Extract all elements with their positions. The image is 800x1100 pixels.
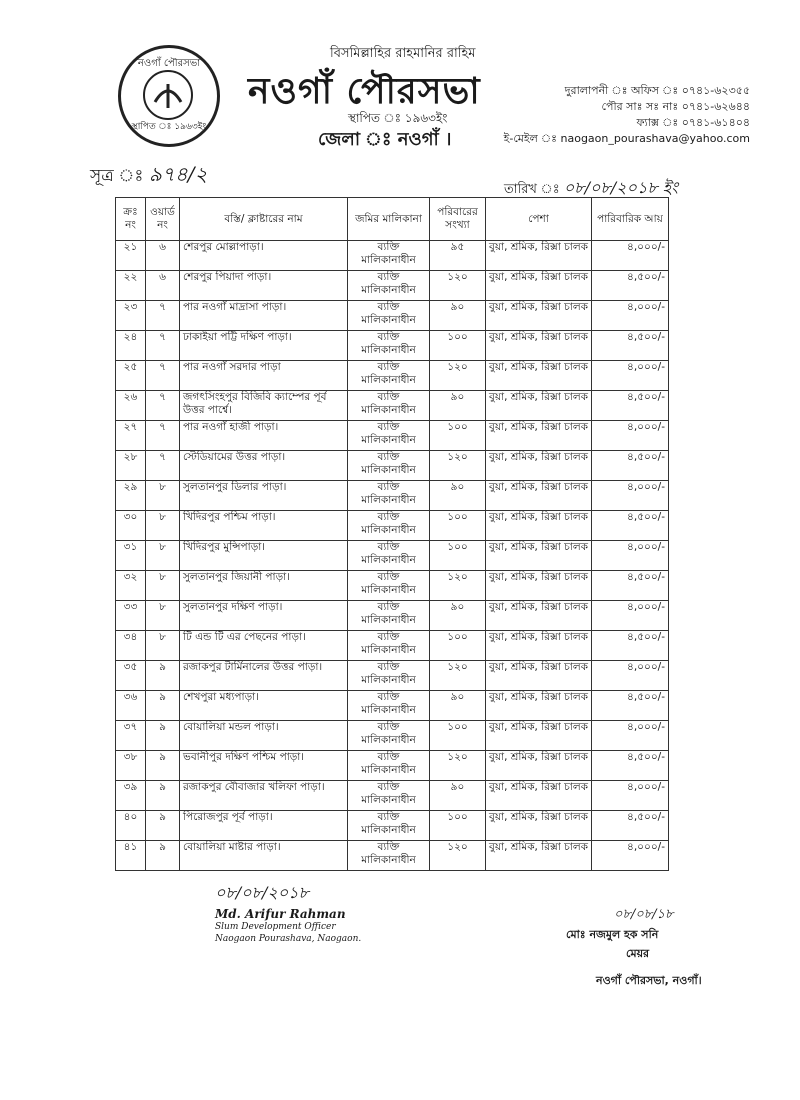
cell-slum-name: সুলতানপুর জিয়ানী পাড়া। (180, 571, 348, 601)
cell-occupation: বুয়া, শ্রমিক, রিক্সা চালক (486, 751, 592, 781)
cell-family-income: ৪,৫০০/- (592, 511, 669, 541)
table-row (116, 541, 669, 571)
cell-serial: ৩৪ (116, 631, 146, 661)
header-ward: ওয়ার্ড নং (146, 198, 180, 241)
cell-slum-name: সুলতানপুর ডিলার পাড়া। (180, 481, 348, 511)
reference-value: ৯৭৪/২ (148, 162, 208, 186)
cell-land-ownership: ব্যক্তি মালিকানাধীন (348, 391, 430, 421)
cell-slum-name: সুলতানপুর দক্ষিণ পাড়া। (180, 601, 348, 631)
table-row (116, 751, 669, 781)
cell-ward: ৮ (146, 631, 180, 661)
cell-serial: ২৭ (116, 421, 146, 451)
signature-right (566, 905, 766, 991)
cell-ward: ৯ (146, 751, 180, 781)
cell-occupation: বুয়া, শ্রমিক, রিক্সা চালক (486, 481, 592, 511)
cell-slum-name: শেরপুর পিয়াদা পাড়া। (180, 271, 348, 301)
cell-occupation: বুয়া, শ্রমিক, রিক্সা চালক (486, 361, 592, 391)
cell-occupation: বুয়া, শ্রমিক, রিক্সা চালক (486, 451, 592, 481)
cell-ward: ৮ (146, 481, 180, 511)
cell-land-ownership: ব্যক্তি মালিকানাধীন (348, 721, 430, 751)
cell-family-count: ১২০ (430, 271, 486, 301)
cell-occupation: বুয়া, শ্রমিক, রিক্সা চালক (486, 841, 592, 871)
cell-occupation: বুয়া, শ্রমিক, রিক্সা চালক (486, 721, 592, 751)
table-row (116, 721, 669, 751)
cell-ward: ৭ (146, 331, 180, 361)
cell-ward: ৮ (146, 571, 180, 601)
cell-ward: ৭ (146, 361, 180, 391)
cell-serial: ২৫ (116, 361, 146, 391)
table-body (116, 241, 669, 871)
cell-family-count: ৯০ (430, 781, 486, 811)
cell-family-income: ৪,০০০/- (592, 721, 669, 751)
cell-land-ownership: ব্যক্তি মালিকানাধীন (348, 301, 430, 331)
cell-serial: ২৮ (116, 451, 146, 481)
table-row (116, 661, 669, 691)
cell-ward: ৯ (146, 721, 180, 751)
cell-serial: ৩৫ (116, 661, 146, 691)
cell-ward: ৯ (146, 691, 180, 721)
cell-slum-name: ঢাকাইয়া পট্টি দক্ষিণ পাড়া। (180, 331, 348, 361)
left-signatory-title: Slum Development Officer (215, 922, 336, 932)
cell-family-count: ১২০ (430, 361, 486, 391)
cell-occupation: বুয়া, শ্রমিক, রিক্সা চালক (486, 541, 592, 571)
table-row (116, 331, 669, 361)
contact-phone-secretary: পৌর সাঃ সঃ নাঃ ০৭৪১-৬২৬৪৪ (601, 100, 750, 113)
cell-family-income: ৪,৫০০/- (592, 331, 669, 361)
contact-email: ই-মেইল ঃ naogaon_pourashava@yahoo.com (503, 132, 750, 145)
cell-serial: ৩২ (116, 571, 146, 601)
table-row (116, 841, 669, 871)
table-row (116, 571, 669, 601)
signature-left (215, 880, 385, 945)
cell-land-ownership: ব্যক্তি মালিকানাধীন (348, 691, 430, 721)
date-label: তারিখ ঃ (504, 182, 560, 197)
header-serial: ক্রঃ নং (116, 198, 146, 241)
cell-slum-name: জগৎসিংহপুর বিজিবি ক্যাম্পের পূর্ব উত্তর পার্শ্বে। (180, 391, 348, 421)
cell-occupation: বুয়া, শ্রমিক, রিক্সা চালক (486, 421, 592, 451)
slum-list-table (115, 197, 669, 871)
cell-ward: ৬ (146, 241, 180, 271)
table-row (116, 511, 669, 541)
cell-ward: ৯ (146, 811, 180, 841)
cell-family-income: ৪,০০০/- (592, 421, 669, 451)
cell-family-count: ৯০ (430, 391, 486, 421)
municipality-seal (118, 45, 220, 147)
cell-land-ownership: ব্যক্তি মালিকানাধীন (348, 361, 430, 391)
cell-family-income: ৪,০০০/- (592, 541, 669, 571)
established-line: স্থাপিত ঃ ১৯৬৩ইং (348, 111, 448, 125)
cell-serial: ২৩ (116, 301, 146, 331)
cell-serial: ৩৩ (116, 601, 146, 631)
table-row (116, 451, 669, 481)
cell-slum-name: শেরপুর মোল্লাপাড়া। (180, 241, 348, 271)
cell-family-count: ১০০ (430, 631, 486, 661)
table-row (116, 421, 669, 451)
cell-family-count: ১২০ (430, 841, 486, 871)
cell-serial: ৪০ (116, 811, 146, 841)
cell-serial: ২৬ (116, 391, 146, 421)
cell-serial: ৩৮ (116, 751, 146, 781)
seal-top-text: নওগাঁ পৌরসভা (137, 58, 201, 69)
cell-family-income: ৪,৫০০/- (592, 631, 669, 661)
cell-ward: ৯ (146, 841, 180, 871)
cell-occupation: বুয়া, শ্রমিক, রিক্সা চালক (486, 631, 592, 661)
table-row (116, 241, 669, 271)
cell-occupation: বুয়া, শ্রমিক, রিক্সা চালক (486, 691, 592, 721)
table-row (116, 781, 669, 811)
cell-occupation: বুয়া, শ্রমিক, রিক্সা চালক (486, 781, 592, 811)
cell-serial: ২৯ (116, 481, 146, 511)
right-signatory-name: মোঃ নজমুল হক সনি (566, 928, 659, 941)
cell-family-count: ১০০ (430, 421, 486, 451)
table-row (116, 631, 669, 661)
cell-land-ownership: ব্যক্তি মালিকানাধীন (348, 541, 430, 571)
cell-occupation: বুয়া, শ্রমিক, রিক্সা চালক (486, 331, 592, 361)
cell-family-income: ৪,০০০/- (592, 601, 669, 631)
cell-land-ownership: ব্যক্তি মালিকানাধীন (348, 781, 430, 811)
cell-land-ownership: ব্যক্তি মালিকানাধীন (348, 421, 430, 451)
seal-emblem-icon (143, 70, 193, 120)
cell-slum-name: টি এন্ড টি এর পেছনের পাড়া। (180, 631, 348, 661)
cell-land-ownership: ব্যক্তি মালিকানাধীন (348, 271, 430, 301)
cell-ward: ৮ (146, 541, 180, 571)
right-signatory-org: নওগাঁ পৌরসভা, নওগাঁ। (596, 974, 702, 987)
cell-land-ownership: ব্যক্তি মালিকানাধীন (348, 601, 430, 631)
district-line: জেলা ঃ নওগাঁ । (318, 129, 452, 150)
cell-family-income: ৪,৫০০/- (592, 751, 669, 781)
cell-occupation: বুয়া, শ্রমিক, রিক্সা চালক (486, 571, 592, 601)
cell-land-ownership: ব্যক্তি মালিকানাধীন (348, 631, 430, 661)
cell-family-income: ৪,০০০/- (592, 241, 669, 271)
cell-family-income: ৪,৫০০/- (592, 691, 669, 721)
cell-family-income: ৪,০০০/- (592, 361, 669, 391)
cell-slum-name: ভবানীপুর দক্ষিণ পশ্চিম পাড়া। (180, 751, 348, 781)
cell-occupation: বুয়া, শ্রমিক, রিক্সা চালক (486, 511, 592, 541)
cell-family-count: ৯০ (430, 691, 486, 721)
left-signature-scrawl: ০৮/০৮/২০১৮ (215, 883, 309, 902)
table-row (116, 361, 669, 391)
cell-ward: ৮ (146, 511, 180, 541)
cell-family-count: ১০০ (430, 331, 486, 361)
cell-slum-name: পার নওগাঁ হাজী পাড়া। (180, 421, 348, 451)
table-header-row (116, 198, 669, 241)
reference-label: সূত্র ঃ (90, 166, 144, 186)
cell-slum-name: পার নওগাঁ মাদ্রাসা পাড়া। (180, 301, 348, 331)
right-signatory-title: মেয়র (626, 947, 650, 960)
cell-land-ownership: ব্যক্তি মালিকানাধীন (348, 661, 430, 691)
cell-family-count: ১০০ (430, 541, 486, 571)
table-row (116, 481, 669, 511)
cell-serial: ৩৬ (116, 691, 146, 721)
cell-land-ownership: ব্যক্তি মালিকানাধীন (348, 511, 430, 541)
cell-land-ownership: ব্যক্তি মালিকানাধীন (348, 571, 430, 601)
cell-family-income: ৪,০০০/- (592, 661, 669, 691)
cell-family-count: ১২০ (430, 661, 486, 691)
cell-serial: ৩১ (116, 541, 146, 571)
cell-ward: ৯ (146, 661, 180, 691)
table-row (116, 601, 669, 631)
header-occupation: পেশা (486, 198, 592, 241)
cell-serial: ২২ (116, 271, 146, 301)
table-row (116, 301, 669, 331)
cell-occupation: বুয়া, শ্রমিক, রিক্সা চালক (486, 301, 592, 331)
cell-ward: ৭ (146, 421, 180, 451)
bismillah-line: বিসমিল্লাহির রাহমানির রাহিম (330, 46, 476, 61)
header-land-ownership: জমির মালিকানা (348, 198, 430, 241)
cell-slum-name: পিরোজপুর পূর্ব পাড়া। (180, 811, 348, 841)
cell-slum-name: রজাকপুর টার্মিনালের উত্তর পাড়া। (180, 661, 348, 691)
cell-serial: ২৪ (116, 331, 146, 361)
header-family-count: পরিবারের সংখ্যা (430, 198, 486, 241)
cell-occupation: বুয়া, শ্রমিক, রিক্সা চালক (486, 391, 592, 421)
cell-slum-name: রজাকপুর বৌবাজার খলিফা পাড়া। (180, 781, 348, 811)
cell-occupation: বুয়া, শ্রমিক, রিক্সা চালক (486, 601, 592, 631)
cell-slum-name: খিদিরপুর পশ্চিম পাড়া। (180, 511, 348, 541)
cell-family-income: ৪,৫০০/- (592, 811, 669, 841)
cell-serial: ৪১ (116, 841, 146, 871)
table-row (116, 811, 669, 841)
cell-family-count: ১০০ (430, 811, 486, 841)
cell-family-count: ৯০ (430, 481, 486, 511)
cell-serial: ৩৯ (116, 781, 146, 811)
cell-family-income: ৪,৫০০/- (592, 451, 669, 481)
cell-occupation: বুয়া, শ্রমিক, রিক্সা চালক (486, 241, 592, 271)
cell-land-ownership: ব্যক্তি মালিকানাধীন (348, 841, 430, 871)
cell-ward: ৭ (146, 391, 180, 421)
cell-family-income: ৪,৫০০/- (592, 271, 669, 301)
cell-slum-name: শেখপুরা মধ্যপাড়া। (180, 691, 348, 721)
cell-land-ownership: ব্যক্তি মালিকানাধীন (348, 241, 430, 271)
cell-family-count: ৯৫ (430, 241, 486, 271)
cell-occupation: বুয়া, শ্রমিক, রিক্সা চালক (486, 271, 592, 301)
cell-slum-name: বোয়ালিয়া মন্ডল পাড়া। (180, 721, 348, 751)
seal-bottom-text: স্থাপিত ঃ ১৯৬৩ইং (131, 122, 207, 132)
cell-family-count: ১২০ (430, 751, 486, 781)
cell-family-count: ৯০ (430, 601, 486, 631)
cell-family-count: ১০০ (430, 511, 486, 541)
cell-family-income: ৪,০০০/- (592, 481, 669, 511)
cell-slum-name: স্টেডিয়ামের উত্তর পাড়া। (180, 451, 348, 481)
cell-ward: ৯ (146, 781, 180, 811)
cell-family-count: ১২০ (430, 571, 486, 601)
cell-occupation: বুয়া, শ্রমিক, রিক্সা চালক (486, 811, 592, 841)
contact-fax: ফ্যাক্স ঃ ০৭৪১-৬১৪০৪ (636, 116, 750, 129)
cell-occupation: বুয়া, শ্রমিক, রিক্সা চালক (486, 661, 592, 691)
cell-slum-name: বোয়ালিয়া মাষ্টার পাড়া। (180, 841, 348, 871)
cell-ward: ৮ (146, 601, 180, 631)
cell-slum-name: পার নওগাঁ সরদার পাড়া (180, 361, 348, 391)
reference-number (90, 160, 208, 193)
cell-serial: ৩০ (116, 511, 146, 541)
cell-land-ownership: ব্যক্তি মালিকানাধীন (348, 481, 430, 511)
table-row (116, 271, 669, 301)
right-signature-scrawl: ০৮/০৮/১৮ (614, 907, 674, 922)
cell-slum-name: খিদিরপুর মুন্সিপাড়া। (180, 541, 348, 571)
table-row (116, 391, 669, 421)
cell-family-income: ৪,৫০০/- (592, 571, 669, 601)
header-family-income: পারিবারিক আয় (592, 198, 669, 241)
cell-ward: ৭ (146, 301, 180, 331)
left-signatory-name: Md. Arifur Rahman (215, 907, 346, 921)
header-slum-name: বস্তি/ ক্লাষ্টারের নাম (180, 198, 348, 241)
contact-phone-office: দুরালাপনী ঃ অফিস ঃ ০৭৪১-৬২৩৫৫ (564, 84, 750, 97)
cell-family-income: ৪,০০০/- (592, 841, 669, 871)
cell-ward: ৭ (146, 451, 180, 481)
cell-land-ownership: ব্যক্তি মালিকানাধীন (348, 751, 430, 781)
cell-family-count: ৯০ (430, 301, 486, 331)
left-signatory-org: Naogaon Pourashava, Naogaon. (215, 934, 362, 944)
cell-land-ownership: ব্যক্তি মালিকানাধীন (348, 811, 430, 841)
cell-family-income: ৪,৫০০/- (592, 391, 669, 421)
date-value: ০৮/০৮/২০১৮ ইং (563, 178, 678, 197)
cell-family-income: ৪,০০০/- (592, 301, 669, 331)
cell-land-ownership: ব্যক্তি মালিকানাধীন (348, 451, 430, 481)
cell-family-income: ৪,০০০/- (592, 781, 669, 811)
cell-serial: ৩৭ (116, 721, 146, 751)
cell-serial: ২১ (116, 241, 146, 271)
cell-family-count: ১২০ (430, 451, 486, 481)
org-name: নওগাঁ পৌরসভা (248, 70, 481, 112)
table-row (116, 691, 669, 721)
cell-land-ownership: ব্যক্তি মালিকানাধীন (348, 331, 430, 361)
cell-ward: ৬ (146, 271, 180, 301)
cell-family-count: ১০০ (430, 721, 486, 751)
